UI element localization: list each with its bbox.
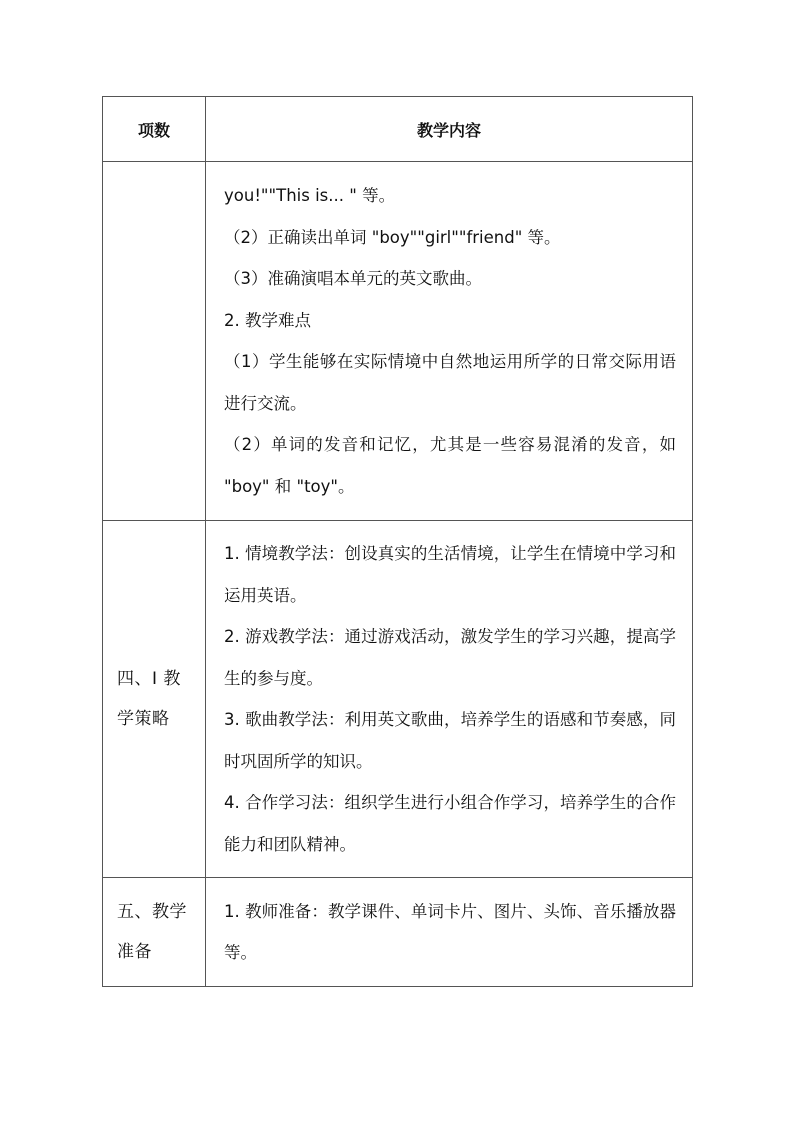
table-header-row — [103, 97, 693, 162]
row-label-teaching-strategy: 四、I 教学策略 — [103, 521, 206, 878]
row-label — [103, 162, 206, 521]
table-row — [103, 521, 693, 878]
row-content — [206, 162, 693, 521]
table-row — [103, 878, 693, 987]
content-paragraph: you!""This is... " 等。 — [224, 186, 396, 205]
content-paragraph: （2）正确读出单词 "boy""girl""friend" 等。 — [224, 227, 561, 247]
content-paragraph: 1. 教师准备：教学课件、单词卡片、图片、头饰、音乐播放器等。 — [224, 901, 676, 962]
content-paragraph: 1. 情境教学法：创设真实的生活情境，让学生在情境中学习和运用英语。 — [224, 544, 676, 605]
content-paragraph: （1）学生能够在实际情境中自然地运用所学的日常交际用语进行交流。 — [224, 352, 676, 413]
content-paragraph: 2. 游戏教学法：通过游戏活动，激发学生的学习兴趣，提高学生的参与度。 — [224, 627, 676, 688]
table-row — [103, 162, 693, 521]
row-content — [206, 521, 693, 878]
content-paragraph: （2）单词的发音和记忆，尤其是一些容易混淆的发音，如 "boy" 和 "toy"。 — [224, 435, 676, 496]
header-item-count: 项数 — [103, 97, 206, 162]
content-paragraph: 4. 合作学习法：组织学生进行小组合作学习，培养学生的合作能力和团队精神。 — [224, 793, 676, 854]
row-label-teaching-preparation: 五、教学准备 — [103, 878, 206, 987]
content-paragraph: 3. 歌曲教学法：利用英文歌曲，培养学生的语感和节奏感，同时巩固所学的知识。 — [224, 710, 676, 771]
header-teaching-content: 教学内容 — [206, 97, 693, 162]
lesson-plan-table — [102, 96, 693, 987]
content-paragraph: 2. 教学难点 — [224, 310, 311, 330]
row-content — [206, 878, 693, 987]
content-paragraph: （3）准确演唱本单元的英文歌曲。 — [224, 269, 482, 288]
